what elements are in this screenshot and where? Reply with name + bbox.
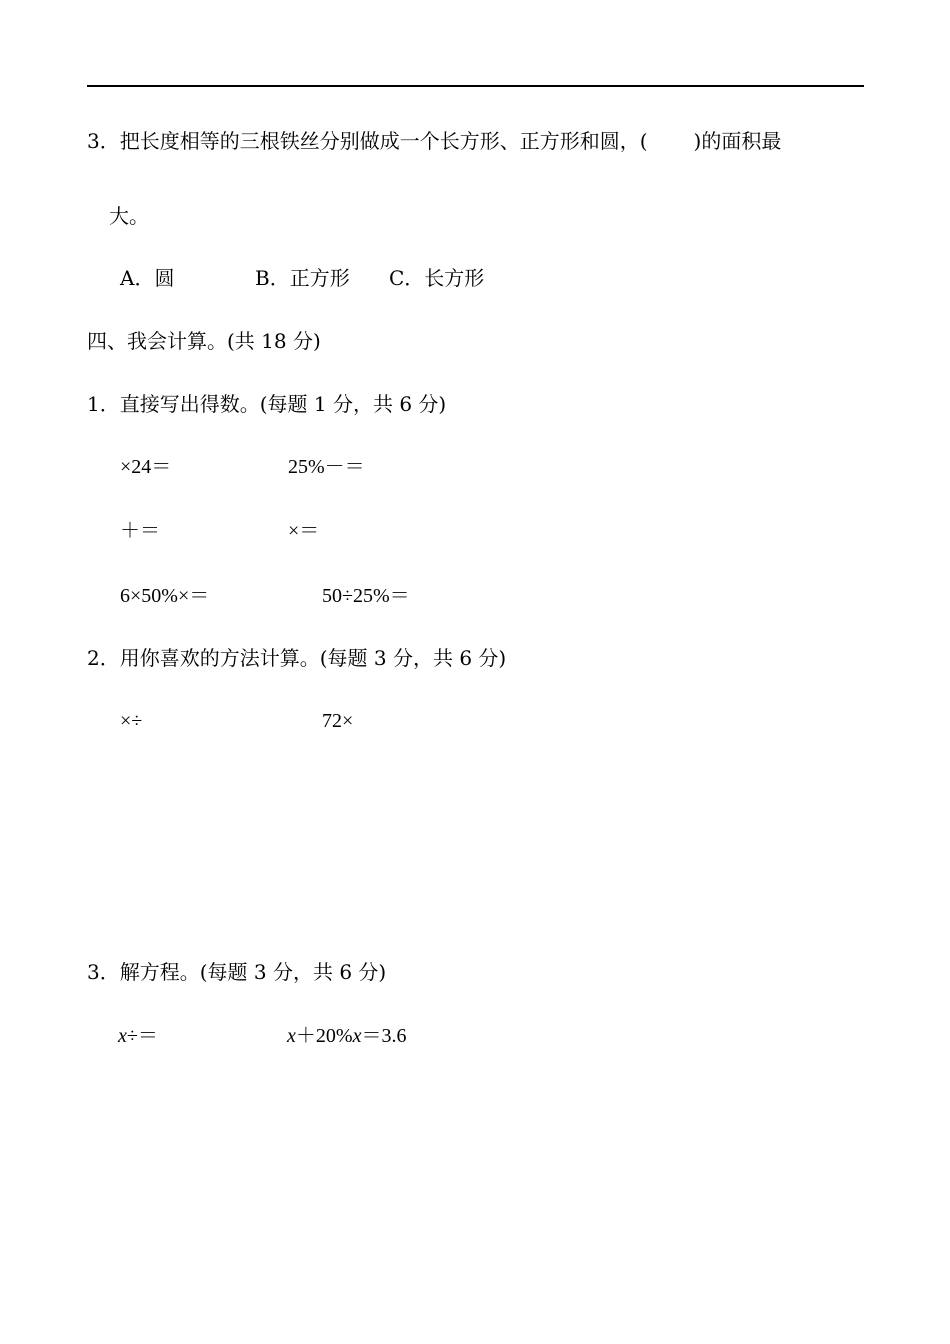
- equation-1: [118, 1024, 158, 1048]
- method-calc-item-2: 72×: [322, 710, 354, 732]
- subsection-2-title: 2．用你喜欢的方法计算。(每题 3 分，共 6 分): [87, 646, 507, 670]
- question-3-line-1: [87, 129, 781, 153]
- calc-item-4: ×＝: [288, 520, 320, 542]
- equation-2-variable-1: x: [287, 1025, 296, 1047]
- calc-item-5: 6×50%×＝: [120, 585, 210, 607]
- equation-1-rest: ÷＝: [126, 1025, 158, 1047]
- subsection-1-title: 1．直接写出得数。(每题 1 分，共 6 分): [87, 392, 447, 416]
- section-4-title: 四、我会计算。(共 18 分): [87, 329, 321, 353]
- calc-item-1: ×24＝: [120, 456, 172, 478]
- question-3-number: 3．: [87, 129, 120, 153]
- equation-1-variable: x: [118, 1025, 127, 1047]
- option-b: B．正方形: [255, 266, 350, 290]
- method-calc-item-1: ×÷: [120, 710, 143, 732]
- question-3-line-2: 大。: [109, 204, 149, 228]
- equation-2-rest: ＝3.6: [361, 1025, 407, 1047]
- question-3-text-b: )的面积最: [693, 129, 782, 153]
- calc-item-2: 25%－＝: [288, 456, 365, 478]
- equation-2: [287, 1024, 406, 1048]
- option-a: A．圆: [120, 266, 175, 290]
- equation-2-middle: ＋20%: [295, 1025, 353, 1047]
- top-divider: [87, 85, 864, 87]
- calc-item-3: ＋＝: [120, 520, 160, 542]
- question-3-text-a: 把长度相等的三根铁丝分别做成一个长方形、正方形和圆，(: [119, 129, 648, 153]
- subsection-3-title: 3．解方程。(每题 3 分，共 6 分): [87, 960, 387, 984]
- option-c: C．长方形: [389, 266, 485, 290]
- calc-item-6: 50÷25%＝: [322, 585, 410, 607]
- equation-2-variable-2: x: [352, 1025, 362, 1047]
